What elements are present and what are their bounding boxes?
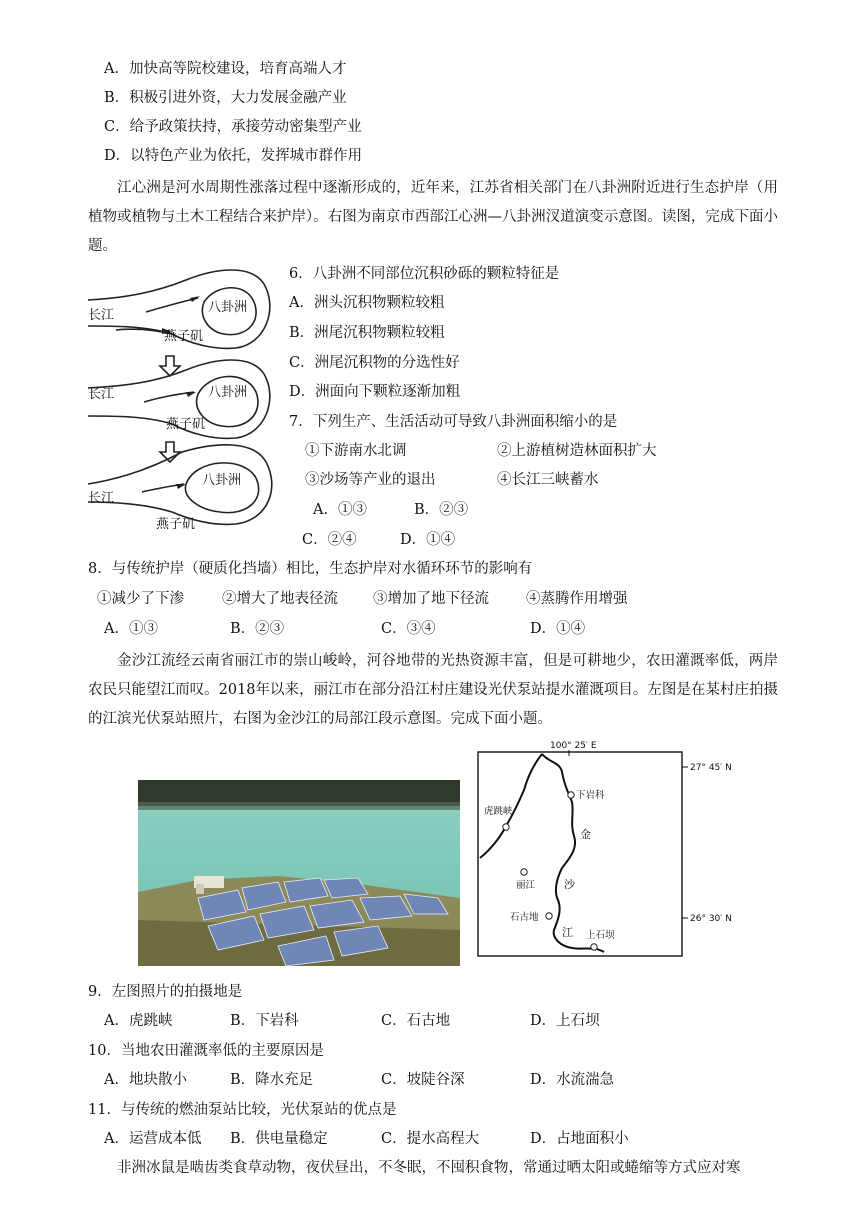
q7-item-1: ①下游南水北调: [305, 443, 407, 459]
q7-items-row-2: [0, 470, 860, 490]
q9-options-row: [0, 1011, 860, 1031]
q8-option-a: A．①③: [104, 621, 158, 637]
place-label-lijiang: 丽江: [516, 880, 536, 891]
q7-options-row-2: [0, 530, 860, 550]
jinsha-river-map: [476, 740, 732, 960]
q8-items-row: [0, 589, 860, 609]
river-char-2: 沙: [564, 878, 575, 891]
passage-african-ice-rat: 非洲冰鼠是啮齿类食草动物，夜伏昼出，不冬眠，不囤积食物，常通过晒太阳或蜷缩等方式应对寒: [117, 1160, 741, 1176]
q7-option-d: D．①④: [400, 532, 456, 548]
q10-option-b: B．降水充足: [230, 1072, 314, 1088]
q11-stem: 11．与传统的燃油泵站比较，光伏泵站的优点是: [88, 1102, 397, 1118]
q9-option-b: B．下岩科: [230, 1013, 299, 1029]
q6-stem: 6．八卦洲不同部位沉积砂砾的颗粒特征是: [289, 266, 560, 282]
diagram-bank-label-3: 燕子矶: [156, 517, 196, 532]
q6-option-b: B．洲尾沉积物颗粒较粗: [289, 325, 445, 341]
map-latitude-top: 27° 45′ N: [690, 763, 732, 773]
q10-option-a: A．地块散小: [104, 1072, 187, 1088]
place-marker-shangshiba: [591, 944, 597, 950]
q9-option-d: D．上石坝: [530, 1013, 600, 1029]
diagram-bank-label-1: 燕子矶: [164, 329, 204, 344]
q5-option-d: D．以特色产业为依托，发挥城市群作用: [104, 148, 363, 164]
place-marker-hutiaoxia: [503, 824, 509, 830]
q7-option-a: A．①③: [313, 502, 367, 518]
q7-options-row-1: [0, 500, 860, 520]
q10-option-c: C．坡陡谷深: [381, 1072, 465, 1088]
map-longitude-label: 100° 25′ E: [550, 741, 597, 751]
passage-bagua-island: 江心洲是河水周期性涨落过程中逐渐形成的，近年来，江苏省相关部门在八卦洲附近进行生态护岸（用植物或植物与土木工程结合来护岸）。右图为南京市西部江心洲—八卦洲汊道演变示意图。读图，完成下面小题。: [88, 180, 778, 254]
diagram-island-label-3: 八卦洲: [202, 473, 242, 488]
place-label-shangshiba: 上石坝: [586, 930, 615, 941]
river-char-3: 江: [562, 926, 573, 939]
q6-option-c: C．洲尾沉积物的分选性好: [289, 355, 460, 371]
diagram-island-label-1: 八卦洲: [208, 300, 248, 315]
q8-item-4: ④蒸腾作用增强: [526, 591, 628, 607]
diagram-bank-label-2: 燕子矶: [166, 417, 206, 432]
diagram-river-label-3: 长江: [88, 491, 115, 506]
q8-item-2: ②增大了地表径流: [222, 591, 338, 607]
q9-option-a: A．虎跳峡: [104, 1013, 173, 1029]
diagram-river-label-1: 长江: [88, 308, 115, 323]
q6-option-a: A．洲头沉积物颗粒较粗: [289, 295, 445, 311]
q8-option-b: B．②③: [230, 621, 285, 637]
q6-option-d: D．洲面向下颗粒逐渐加粗: [289, 384, 461, 400]
place-marker-xiayanke: [568, 792, 574, 798]
q5-option-a: A．加快高等院校建设，培育高端人才: [104, 61, 347, 77]
q8-item-3: ③增加了地下径流: [373, 591, 489, 607]
place-marker-lijiang: [521, 869, 527, 875]
diagram-river-label-2: 长江: [88, 387, 115, 402]
diagram-island-label-2: 八卦洲: [208, 385, 248, 400]
place-label-hutiaoxia: 虎跳峡: [484, 806, 513, 817]
q11-option-d: D．占地面积小: [530, 1131, 629, 1147]
river-char-1: 金: [580, 828, 591, 841]
q8-item-1: ①减少了下渗: [97, 591, 184, 607]
map-latitude-bottom: 26° 30′ N: [690, 914, 732, 924]
place-label-shigudi: 石古地: [510, 912, 539, 923]
q7-items-row-1: [0, 441, 860, 461]
q5-option-b: B．积极引进外资，大力发展金融产业: [104, 90, 347, 106]
q11-options-row: [0, 1129, 860, 1149]
q8-stem: 8．与传统护岸（硬质化挡墙）相比，生态护岸对水循环环节的影响有: [88, 561, 533, 577]
q5-option-c: C．给予政策扶持，承接劳动密集型产业: [104, 119, 362, 135]
channel-evolution-diagram: [86, 262, 286, 536]
map-frame: [478, 752, 682, 956]
q9-option-c: C．石古地: [381, 1013, 451, 1029]
passage-jinsha-river: 金沙江流经云南省丽江市的崇山峻岭，河谷地带的光热资源丰富，但是可耕地少，农田灌溉率低，两岸农民只能望江而叹。2018年以来，丽江市在部分沿江村庄建设光伏泵站提水灌溉项目。左图是在某村庄拍摄的江滨光伏泵站照片，右图为金沙江的局部江段示意图。完成下面小题。: [88, 653, 778, 727]
q7-stem: 7．下列生产、生活活动可导致八卦洲面积缩小的是: [289, 414, 618, 430]
q11-option-c: C．提水高程大: [381, 1131, 480, 1147]
solar-pump-station-photo: [138, 780, 460, 966]
q8-option-c: C．③④: [381, 621, 436, 637]
q9-stem: 9．左图照片的拍摄地是: [88, 984, 243, 1000]
q8-options-row: [0, 619, 860, 639]
q7-option-c: C．②④: [302, 532, 357, 548]
q7-option-b: B．②③: [414, 502, 469, 518]
q7-item-2: ②上游植树造林面积扩大: [497, 443, 657, 459]
q7-item-4: ④长江三峡蓄水: [497, 472, 599, 488]
jinsha-river-line: [542, 754, 604, 952]
q7-item-3: ③沙场等产业的退出: [305, 472, 436, 488]
q10-options-row: [0, 1070, 860, 1090]
q8-option-d: D．①④: [530, 621, 586, 637]
q11-option-a: A．运营成本低: [104, 1131, 202, 1147]
q10-stem: 10．当地农田灌溉率低的主要原因是: [88, 1043, 324, 1059]
place-marker-shigudi: [546, 913, 552, 919]
q10-option-d: D．水流湍急: [530, 1072, 615, 1088]
q11-option-b: B．供电量稳定: [230, 1131, 328, 1147]
place-label-xiayanke: 下岩科: [576, 790, 605, 801]
